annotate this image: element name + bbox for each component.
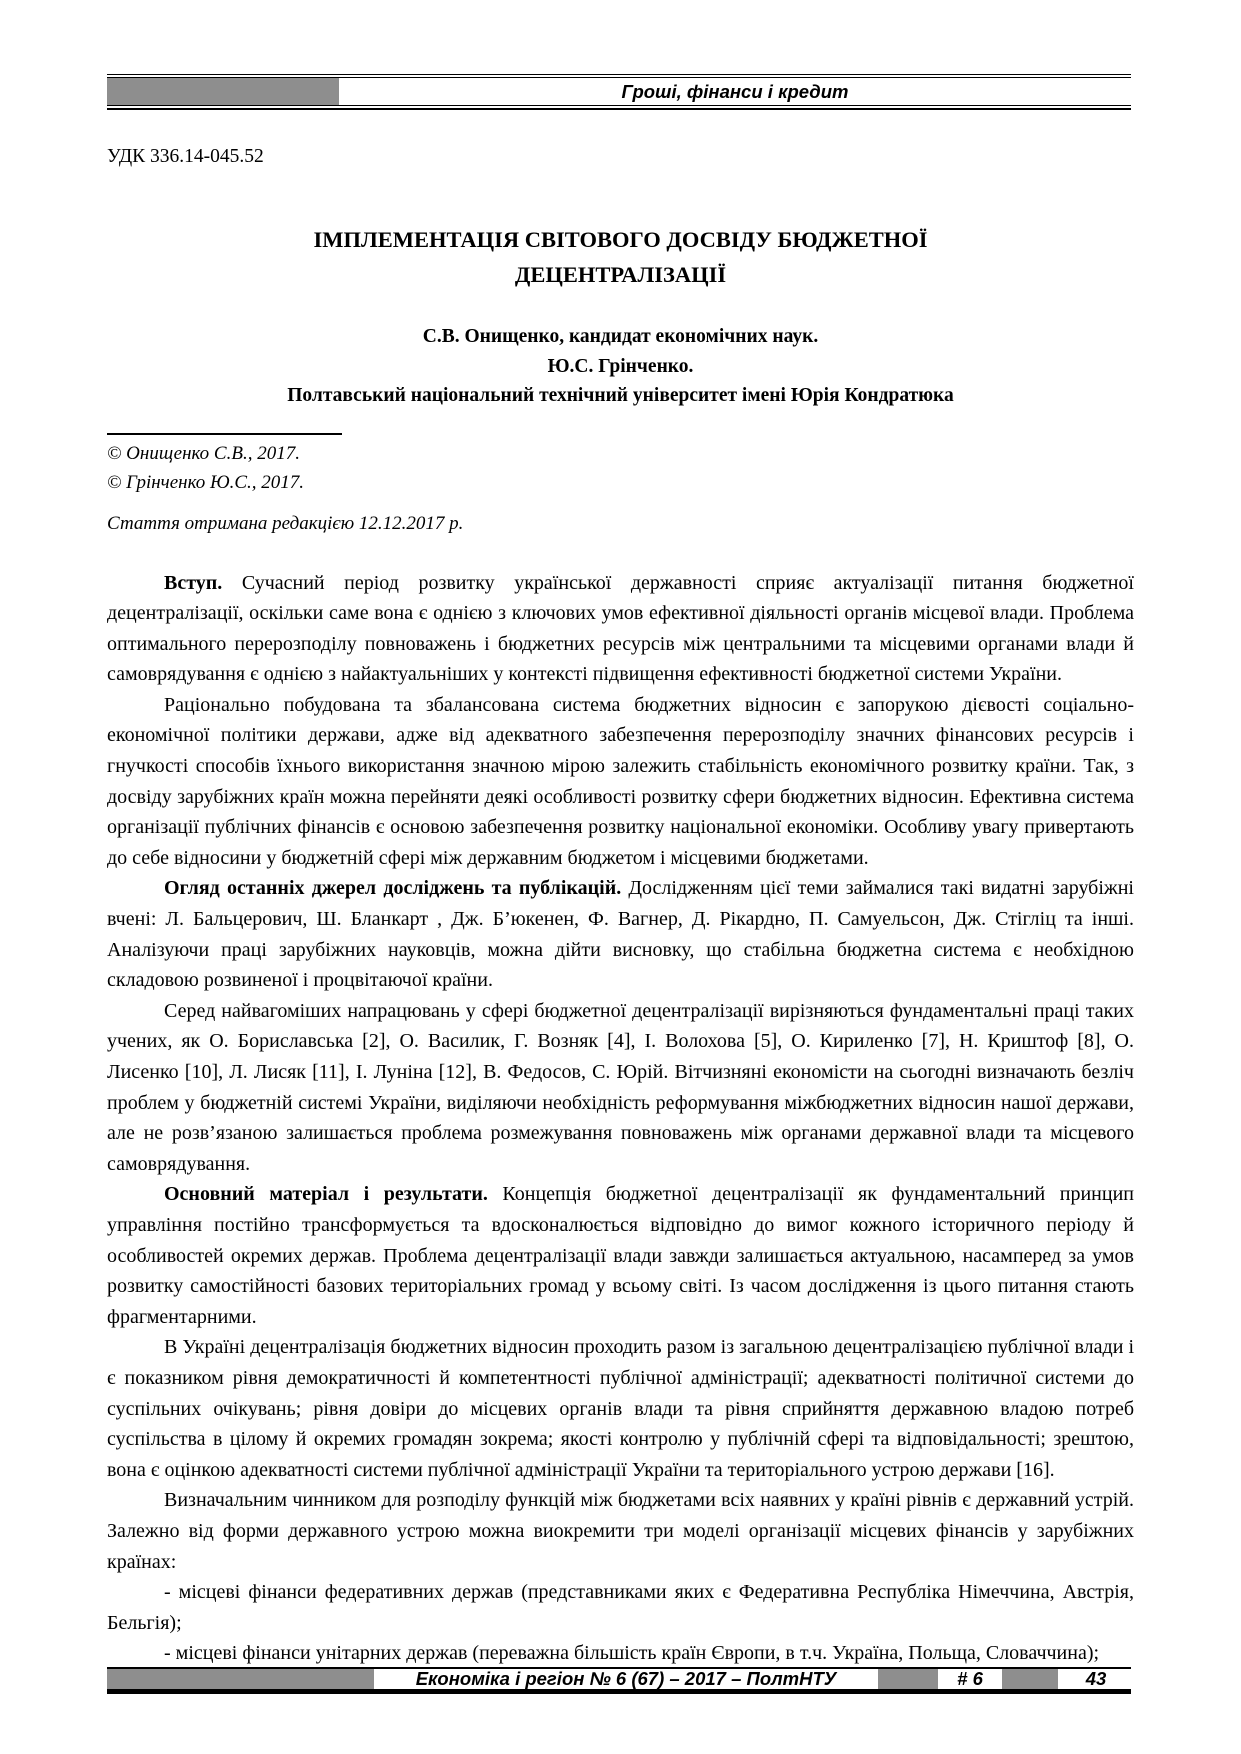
paragraph-text: - місцеві фінанси федеративних держав (представниками яких є Федеративна Республіка Німеччина, Австрія, Бельгія); bbox=[107, 1581, 1134, 1634]
paragraph-text: Серед найвагоміших напрацювань у сфері бюджетної децентралізації вирізняються фундаментальні праці таких учених, як О. Бориславська [2], О. Василик, Г. Возняк [4], І. Волохова [5], О. Кириленко [7], Н. Криштоф [8], О. Лисенко [10], Л. Лисяк [11], І. Луніна [12], В. Федосов, С. Юрій. Вітчизняні економісти на сьогодні визначають безліч проблем у бюджетній системі України, виділяючи необхідність реформування міжбюджетних відносин нашої держави, але не розв’язаною залишається проблема розмежування повноважень між органами державної влади та місцевого самоврядування. bbox=[107, 999, 1134, 1175]
paragraph bbox=[107, 1332, 1134, 1485]
author-line-1: С.В. Онищенко, кандидат економічних наук. bbox=[422, 326, 819, 347]
paragraph-main-results bbox=[107, 1179, 1134, 1332]
header-gray-block bbox=[107, 78, 339, 105]
footer-band-row bbox=[107, 1667, 1131, 1694]
header-bottom-rule-2 bbox=[107, 108, 1131, 110]
paragraph bbox=[107, 690, 1134, 874]
footer-gray-block-2 bbox=[878, 1669, 938, 1689]
paragraph-text: Сучасний період розвитку української державності сприяє актуалізації питання бюджетної децентралізації, оскільки саме вона є однією з ключових умов ефективної діяльності органів місцевої влади. Проблема оптимального перерозподілу повноважень і бюджетних ресурсів між центральними та місцевими органами влади й самоврядування є однією з найактуальніших у контексті підвищення ефективності бюджетної системи України. bbox=[107, 571, 1134, 686]
udc-code: УДК 336.14-045.52 bbox=[107, 146, 264, 167]
issue-number: # 6 bbox=[941, 1669, 999, 1689]
affiliation: Полтавський національний технічний університет імені Юрія Кондратюка bbox=[287, 385, 954, 406]
journal-caption: Економіка і регіон № 6 (67) – 2017 – ПолтНТУ bbox=[377, 1669, 875, 1689]
copyright-divider-rule bbox=[107, 433, 342, 435]
footer-gray-block-3 bbox=[1002, 1669, 1058, 1689]
paragraph-text: Визначальним чинником для розподілу функцій між бюджетами всіх наявних у країні рівнів є державний устрій. Залежно від форми державного устрою можна виокремити три моделі організації місцевих фінансів у зарубіжних країнах: bbox=[107, 1489, 1134, 1573]
page-header bbox=[107, 74, 1131, 110]
list-item-federative-states bbox=[107, 1577, 1134, 1638]
copyright-block bbox=[107, 439, 1241, 497]
paragraph bbox=[107, 996, 1134, 1180]
paragraph-text: Дослідженням цієї теми займалися такі видатні зарубіжні вчені: Л. Бальцерович, Ш. Бланкарт , Дж. Б’юкенен, Ф. Вагнер, Д. Рікардно, П. Самуельсон, Дж. Стігліц та інші. Аналізуючи праці зарубіжних науковців, можна дійти висновку, що стабільна бюджетна система є необхідною складовою розвиненої і процвітаючої країни. bbox=[107, 877, 1134, 992]
header-band-row bbox=[107, 78, 1131, 105]
paragraph-text: В Україні децентралізація бюджетних відносин проходить разом із загальною децентралізацією публічної влади і є показником рівня демократичності й компетентності публічної адміністрації; адекватності політичної системи до суспільних очікувань; рівня довіри до місцевих органів влади та рівня сприйняття державною владою потреб суспільства в цілому й окремих громадян зокрема; якості контролю у публічній сфері та відповідальності; зрештою, вона є оцінкою адекватності системи публічної адміністрації України та територіального устрою держави [16]. bbox=[107, 1336, 1134, 1481]
copyright-line-1: © Онищенко С.В., 2017. bbox=[107, 442, 300, 464]
article-body bbox=[107, 568, 1134, 1669]
page-footer bbox=[107, 1667, 1131, 1694]
received-date-line: Стаття отримана редакцією 12.12.2017 р. bbox=[107, 512, 464, 534]
byline bbox=[0, 322, 1241, 411]
paragraph bbox=[107, 1485, 1134, 1577]
author-line-2: Ю.С. Грінченко. bbox=[547, 355, 694, 377]
paragraph-lead: Огляд останніх джерел досліджень та публікацій. bbox=[164, 877, 622, 900]
list-item-unitary-states bbox=[107, 1638, 1134, 1669]
paragraph-sources-review bbox=[107, 873, 1134, 995]
paragraph-intro bbox=[107, 568, 1134, 690]
page-number: 43 bbox=[1061, 1669, 1131, 1689]
paragraph-lead: Вступ. bbox=[164, 571, 223, 594]
paragraph-text: - місцеві фінанси унітарних держав (переважна більшість країн Європи, в т.ч. Україна, Польща, Словаччина); bbox=[164, 1642, 1100, 1665]
footer-gray-block-1 bbox=[107, 1669, 374, 1689]
paragraph-text: Концепція бюджетної децентралізації як фундаментальний принцип управління постійно трансформується та вдосконалюється відповідно до вимог кожного історичного періоду й особливостей окремих держав. Проблема децентралізації влади завжди залишається актуальною, насамперед за умов розвитку самостійності базових територіальних громад у всьому світі. Із часом дослідження із цього питання стають фрагментарними. bbox=[107, 1183, 1134, 1328]
article-title: ІМПЛЕМЕНТАЦІЯ СВІТОВОГО ДОСВІДУ БЮДЖЕТНОЇ ДЕЦЕНТРАЛІЗАЦІЇ bbox=[313, 227, 928, 287]
copyright-line-2: © Грінченко Ю.С., 2017. bbox=[107, 471, 305, 493]
section-label: Гроші, фінанси і кредит bbox=[621, 80, 849, 102]
paragraph-text: Раціонально побудована та збалансована система бюджетних відносин є запорукою дієвості соціально-економічної політики держави, адже від адекватного забезпечення перерозподілу значних фінансових ресурсів і гнучкості способів їхнього використання значною мірою залежить стабільність економічного розвитку країни. Так, з досвіду зарубіжних країн можна перейняти деякі особливості розвитку сфери бюджетних відносин. Ефективна система організації публічних фінансів є основою забезпечення розвитку національної економіки. Особливу увагу привертають до себе відносини у бюджетній сфері між державним бюджетом і місцевими бюджетами. bbox=[107, 693, 1134, 869]
paragraph-lead: Основний матеріал і результати. bbox=[164, 1183, 488, 1206]
